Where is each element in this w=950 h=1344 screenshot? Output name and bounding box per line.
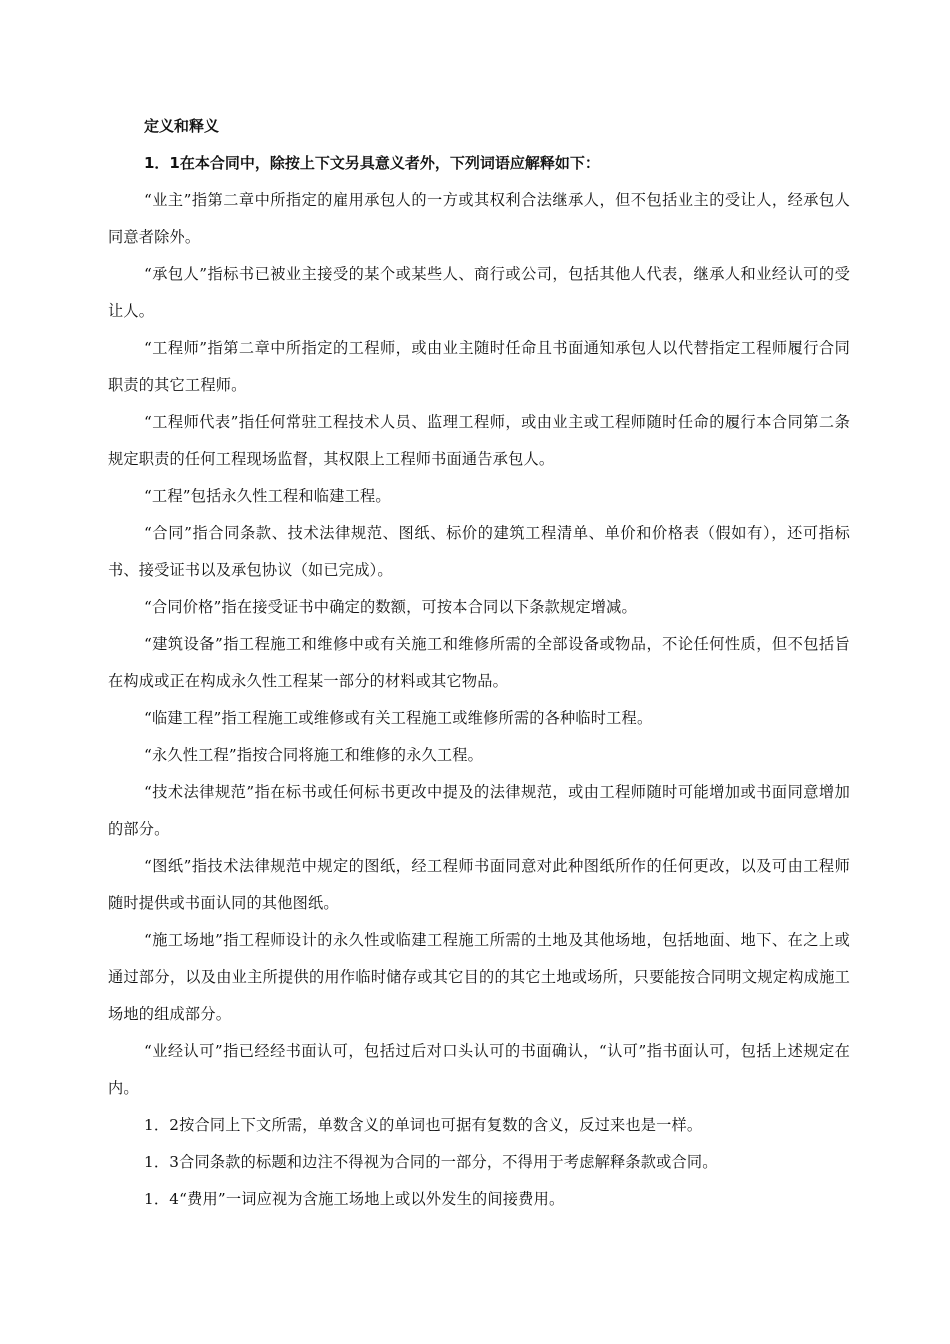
clause-1-4: 1．4“费用”一词应视为含施工场地上或以外发生的间接费用。 — [144, 1190, 565, 1208]
clause-1-3: 1．3合同条款的标题和边注不得视为合同的一部分，不得用于考虑解释条款或合同。 — [144, 1153, 718, 1171]
document-body — [108, 108, 850, 1218]
clause-heading: 1．1在本合同中，除按上下文另具意义者外，下列词语应解释如下： — [144, 154, 600, 172]
definition-site: “施工场地”指工程师设计的永久性或临建工程施工所需的土地及其他场地，包括地面、地下、在之上或通过部分，以及由业主所提供的用作临时储存或其它目的的其它土地或场所，只要能按合同明文规定构成施工场地的组成部分。 — [108, 931, 850, 1023]
clause-1-2: 1．2按合同上下文所需，单数含义的单词也可据有复数的含义，反过来也是一样。 — [144, 1116, 703, 1134]
definition-permanent-works: “永久性工程”指按合同将施工和维修的永久工程。 — [144, 746, 484, 764]
definition-approved: “业经认可”指已经经书面认可，包括过后对口头认可的书面确认，“认可”指书面认可，包括上述规定在内。 — [108, 1042, 850, 1097]
definition-specification: “技术法律规范”指在标书或任何标书更改中提及的法律规范，或由工程师随时可能增加或书面同意增加的部分。 — [108, 783, 850, 838]
definition-owner: “业主”指第二章中所指定的雇用承包人的一方或其权利合法继承人，但不包括业主的受让人，经承包人同意者除外。 — [108, 191, 850, 246]
definition-engineer-representative: “工程师代表”指任何常驻工程技术人员、监理工程师，或由业主或工程师随时任命的履行本合同第二条规定职责的任何工程现场监督，其权限上工程师书面通告承包人。 — [108, 413, 850, 468]
definition-contractor: “承包人”指标书已被业主接受的某个或某些人、商行或公司，包括其他人代表，继承人和业经认可的受让人。 — [108, 265, 850, 320]
definition-constructional-plant: “建筑设备”指工程施工和维修中或有关施工和维修所需的全部设备或物品，不论任何性质，但不包括旨在构成或正在构成永久性工程某一部分的材料或其它物品。 — [108, 635, 850, 690]
definition-temporary-works: “临建工程”指工程施工或维修或有关工程施工或维修所需的各种临时工程。 — [144, 709, 653, 727]
definition-works: “工程”包括永久性工程和临建工程。 — [144, 487, 391, 505]
definition-contract-price: “合同价格”指在接受证书中确定的数额，可按本合同以下条款规定增减。 — [144, 598, 637, 616]
definition-contract: “合同”指合同条款、技术法律规范、图纸、标价的建筑工程清单、单价和价格表（假如有），还可指标书、接受证书以及承包协议（如已完成）。 — [108, 524, 850, 579]
definition-drawings: “图纸”指技术法律规范中规定的图纸，经工程师书面同意对此种图纸所作的任何更改，以及可由工程师随时提供或书面认同的其他图纸。 — [108, 857, 850, 912]
section-heading: 定义和释义 — [144, 117, 220, 135]
definition-engineer: “工程师”指第二章中所指定的工程师，或由业主随时任命且书面通知承包人以代替指定工程师履行合同职责的其它工程师。 — [108, 339, 850, 394]
